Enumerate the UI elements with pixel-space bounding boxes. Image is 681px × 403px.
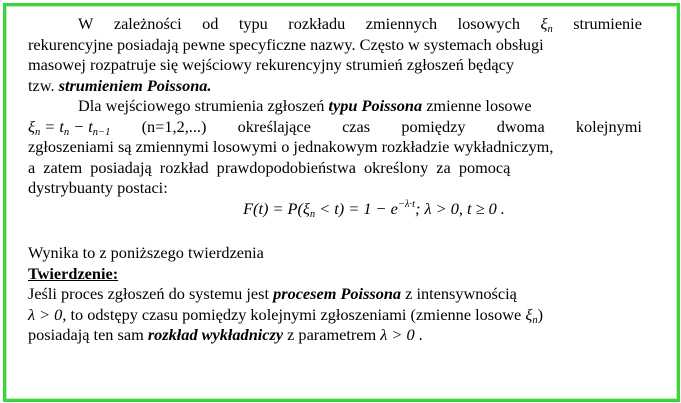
document-frame <box>3 3 680 402</box>
word: typu <box>238 14 268 33</box>
word: określające <box>237 116 311 136</box>
word: zależności <box>113 14 182 33</box>
word: (n=1,2,...) <box>141 116 207 136</box>
p1-line2: rekurencyjne posiadają pewne specyficzne nazwy. Często w systemach obsługi <box>28 34 544 54</box>
theorem-heading: Twierdzenie: <box>28 263 119 283</box>
word: losowych <box>457 14 521 33</box>
p3-line1: Wynika to z poniższego twierdzenia <box>28 243 264 262</box>
p2-line2 <box>28 117 642 138</box>
p1-line4: tzw. strumieniem Poissona. <box>28 75 212 95</box>
word: kolejnymi <box>575 116 642 136</box>
p2-line5: dystrybuanty postaci: <box>28 178 168 197</box>
interval-formula: $\xi_n = t_n - t_{n-1}$ <box>28 116 111 138</box>
xi-symbol: $\xi_n$ <box>525 304 538 326</box>
p2-line4: a zatem posiadają rozkład prawdopodobieństwa określony za pomocą <box>28 157 511 177</box>
word: W <box>78 14 94 33</box>
emphasis-rozklad-wykladniczy: rozkład wykładniczy <box>147 325 284 344</box>
word: strumienie <box>573 14 642 33</box>
spacer <box>28 219 642 243</box>
cdf-formula: $F(t) = P(\xi_n < t) = 1 - e^{-\lambda\cdot t}$; λ > 0, t ≥ 0 . <box>243 198 505 220</box>
emphasis-typu-poissona: typu Poissona <box>328 96 423 115</box>
emphasis-procesem-poissona: procesem Poissona <box>273 284 402 303</box>
lambda-condition: λ > 0 <box>380 325 415 344</box>
word: dwoma <box>496 116 545 136</box>
emphasis-strumien-poissona: strumieniem Poissona. <box>58 75 212 95</box>
p2-line1: Dla wejściowego strumienia zgłoszeń typu Poissona zmienne losowe <box>78 96 532 115</box>
word: czas <box>342 116 371 136</box>
p3-line4: λ > 0, to odstępy czasu pomiędzy kolejnymi zgłoszeniami (zmienne losowe $\xi_n$) <box>28 304 543 326</box>
p3-line3: Jeśli proces zgłoszeń do systemu jest procesem Poissona z intensywnością <box>28 284 517 303</box>
p2-line3: zgłoszeniami są zmiennymi losowymi o jednakowym rozkładzie wykładniczym, <box>28 137 554 156</box>
lambda-condition: λ > 0 <box>28 304 63 324</box>
document-body <box>28 14 642 346</box>
word: zmiennych <box>365 14 438 33</box>
word: rozkładu <box>288 14 346 33</box>
p3-line5: posiadają ten sam rozkład wykładniczy z parametrem λ > 0 . <box>28 325 423 344</box>
word: od <box>202 14 219 33</box>
p1-line3: masowej rozpatruje się wejściowy rekurencyjny strumień zgłoszeń będący <box>28 55 515 74</box>
p1-line1 <box>28 14 642 35</box>
xi-symbol: $\xi_n$ <box>540 14 553 35</box>
word: pomiędzy <box>401 116 466 136</box>
